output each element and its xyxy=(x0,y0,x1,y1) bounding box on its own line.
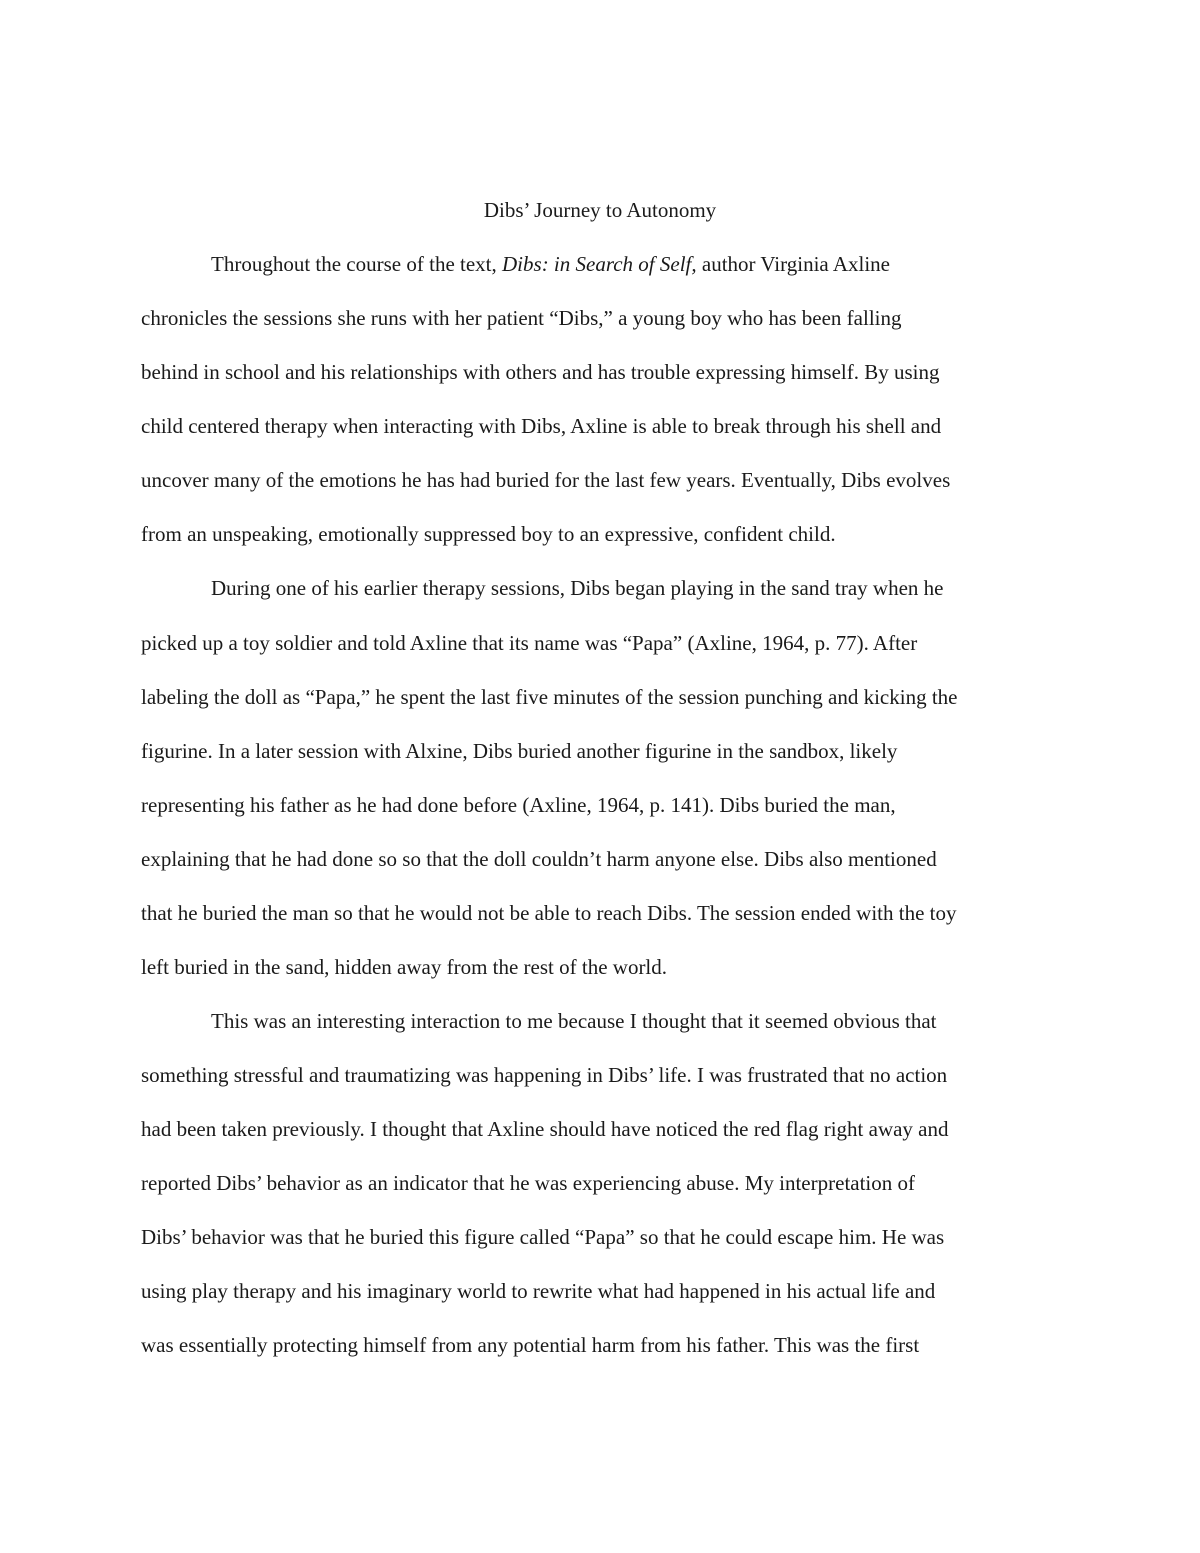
paragraph-line: uncover many of the emotions he has had buried for the last few years. Eventually, Dibs evolves xyxy=(141,468,951,492)
paragraph-line: child centered therapy when interacting with Dibs, Axline is able to break through his shell and xyxy=(141,414,942,438)
paragraph-line: chronicles the sessions she runs with her patient “Dibs,” a young boy who has been falling xyxy=(141,306,902,330)
paragraph-line: behind in school and his relationships with others and has trouble expressing himself. By using xyxy=(141,360,940,384)
paragraph-line: Dibs’ behavior was that he buried this figure called “Papa” so that he could escape him. He was xyxy=(141,1225,945,1249)
paragraph-line: left buried in the sand, hidden away from the rest of the world. xyxy=(141,955,668,979)
paragraph-line: something stressful and traumatizing was happening in Dibs’ life. I was frustrated that no action xyxy=(141,1063,948,1087)
line-text: Throughout the course of the text, xyxy=(211,252,503,276)
paragraph-line: had been taken previously. I thought that Axline should have noticed the red flag right away and xyxy=(141,1117,949,1141)
paragraph-line xyxy=(211,248,890,280)
paragraph-line: labeling the doll as “Papa,” he spent the last five minutes of the session punching and kicking the xyxy=(141,685,958,709)
paragraph-line: During one of his earlier therapy sessions, Dibs began playing in the sand tray when he xyxy=(211,576,944,600)
paragraph-line: reported Dibs’ behavior as an indicator that he was experiencing abuse. My interpretation of xyxy=(141,1171,916,1195)
paragraph-line: from an unspeaking, emotionally suppressed boy to an expressive, confident child. xyxy=(141,522,836,546)
document-title: Dibs’ Journey to Autonomy xyxy=(483,198,717,222)
paragraph-line: using play therapy and his imaginary world to rewrite what had happened in his actual life and xyxy=(141,1279,936,1303)
paragraph-line: was essentially protecting himself from any potential harm from his father. This was the first xyxy=(141,1333,920,1357)
paragraph-line: that he buried the man so that he would not be able to reach Dibs. The session ended with the toy xyxy=(141,901,957,925)
paragraph-line: figurine. In a later session with Alxine, Dibs buried another figurine in the sandbox, likely xyxy=(141,739,898,763)
book-title-italic: Dibs: in Search of Self, xyxy=(502,252,697,276)
line-text: author Virginia Axline xyxy=(696,252,890,276)
paragraph-line: This was an interesting interaction to me because I thought that it seemed obvious that xyxy=(211,1009,937,1033)
paragraph-line: picked up a toy soldier and told Axline that its name was “Papa” (Axline, 1964, p. 77). After xyxy=(141,631,918,655)
paragraph-line: representing his father as he had done before (Axline, 1964, p. 141). Dibs buried the man, xyxy=(141,793,896,817)
paragraph-line: explaining that he had done so so that the doll couldn’t harm anyone else. Dibs also mentioned xyxy=(141,847,937,871)
